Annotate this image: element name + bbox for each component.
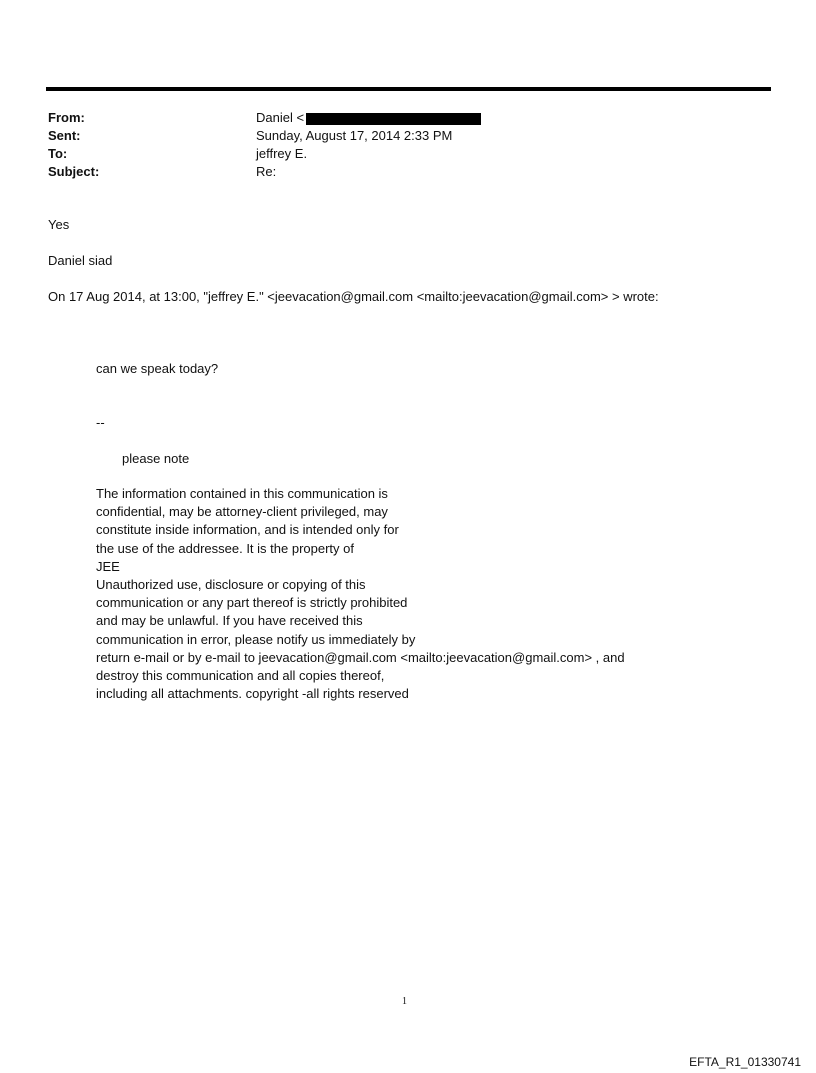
disclaimer-line: communication in error, please notify us immediately by: [96, 631, 416, 647]
redaction-box: [306, 113, 481, 125]
disclaimer-line: communication or any part thereof is strictly prohibited: [96, 595, 408, 611]
disclaimer-line: the use of the addressee. It is the property of: [96, 540, 354, 556]
subject-label: Subject:: [48, 164, 100, 179]
sent-value: Sunday, August 17, 2014 2:33 PM: [256, 128, 453, 143]
disclaimer-line: Unauthorized use, disclosure or copying of this: [96, 577, 366, 593]
disclaimer-line: The information contained in this communication is: [96, 486, 388, 501]
subject-value: Re:: [256, 164, 277, 179]
confidentiality-disclaimer: [96, 485, 625, 703]
from-label: From:: [48, 110, 85, 125]
quoted-question: can we speak today?: [96, 361, 219, 376]
sent-label: Sent:: [48, 128, 81, 143]
reply-text: Yes: [48, 217, 70, 232]
header-divider: [46, 87, 771, 91]
disclaimer-line: and may be unlawful. If you have received this: [96, 613, 363, 629]
disclaimer-line: destroy this communication and all copies thereof,: [96, 668, 385, 684]
from-row: [48, 109, 481, 127]
signature-separator: --: [96, 415, 105, 430]
to-label: To:: [48, 146, 68, 161]
email-header: [48, 109, 481, 181]
page-number: 1: [402, 996, 407, 1007]
from-value: [256, 109, 481, 127]
disclaimer-line: confidential, may be attorney-client privileged, may: [96, 504, 388, 520]
signature-text: Daniel siad: [48, 253, 113, 268]
quote-intro: On 17 Aug 2014, at 13:00, "jeffrey E." <jeevacation@gmail.com <mailto:jeevacation@gmail.com> > wrote:: [48, 289, 659, 304]
subject-row: [48, 163, 481, 181]
disclaimer-line: including all attachments. copyright -all rights reserved: [96, 686, 409, 702]
disclaimer-line: constitute inside information, and is intended only for: [96, 522, 399, 538]
to-value: jeffrey E.: [256, 146, 308, 161]
please-note: please note: [122, 451, 190, 466]
document-id: EFTA_R1_01330741: [689, 1055, 801, 1069]
disclaimer-line: return e-mail or by e-mail to jeevacation@gmail.com <mailto:jeevacation@gmail.com> , and: [96, 649, 625, 665]
to-row: [48, 145, 481, 163]
disclaimer-line: JEE: [96, 558, 120, 574]
from-name: Daniel <: [256, 110, 305, 125]
sent-row: [48, 127, 481, 145]
